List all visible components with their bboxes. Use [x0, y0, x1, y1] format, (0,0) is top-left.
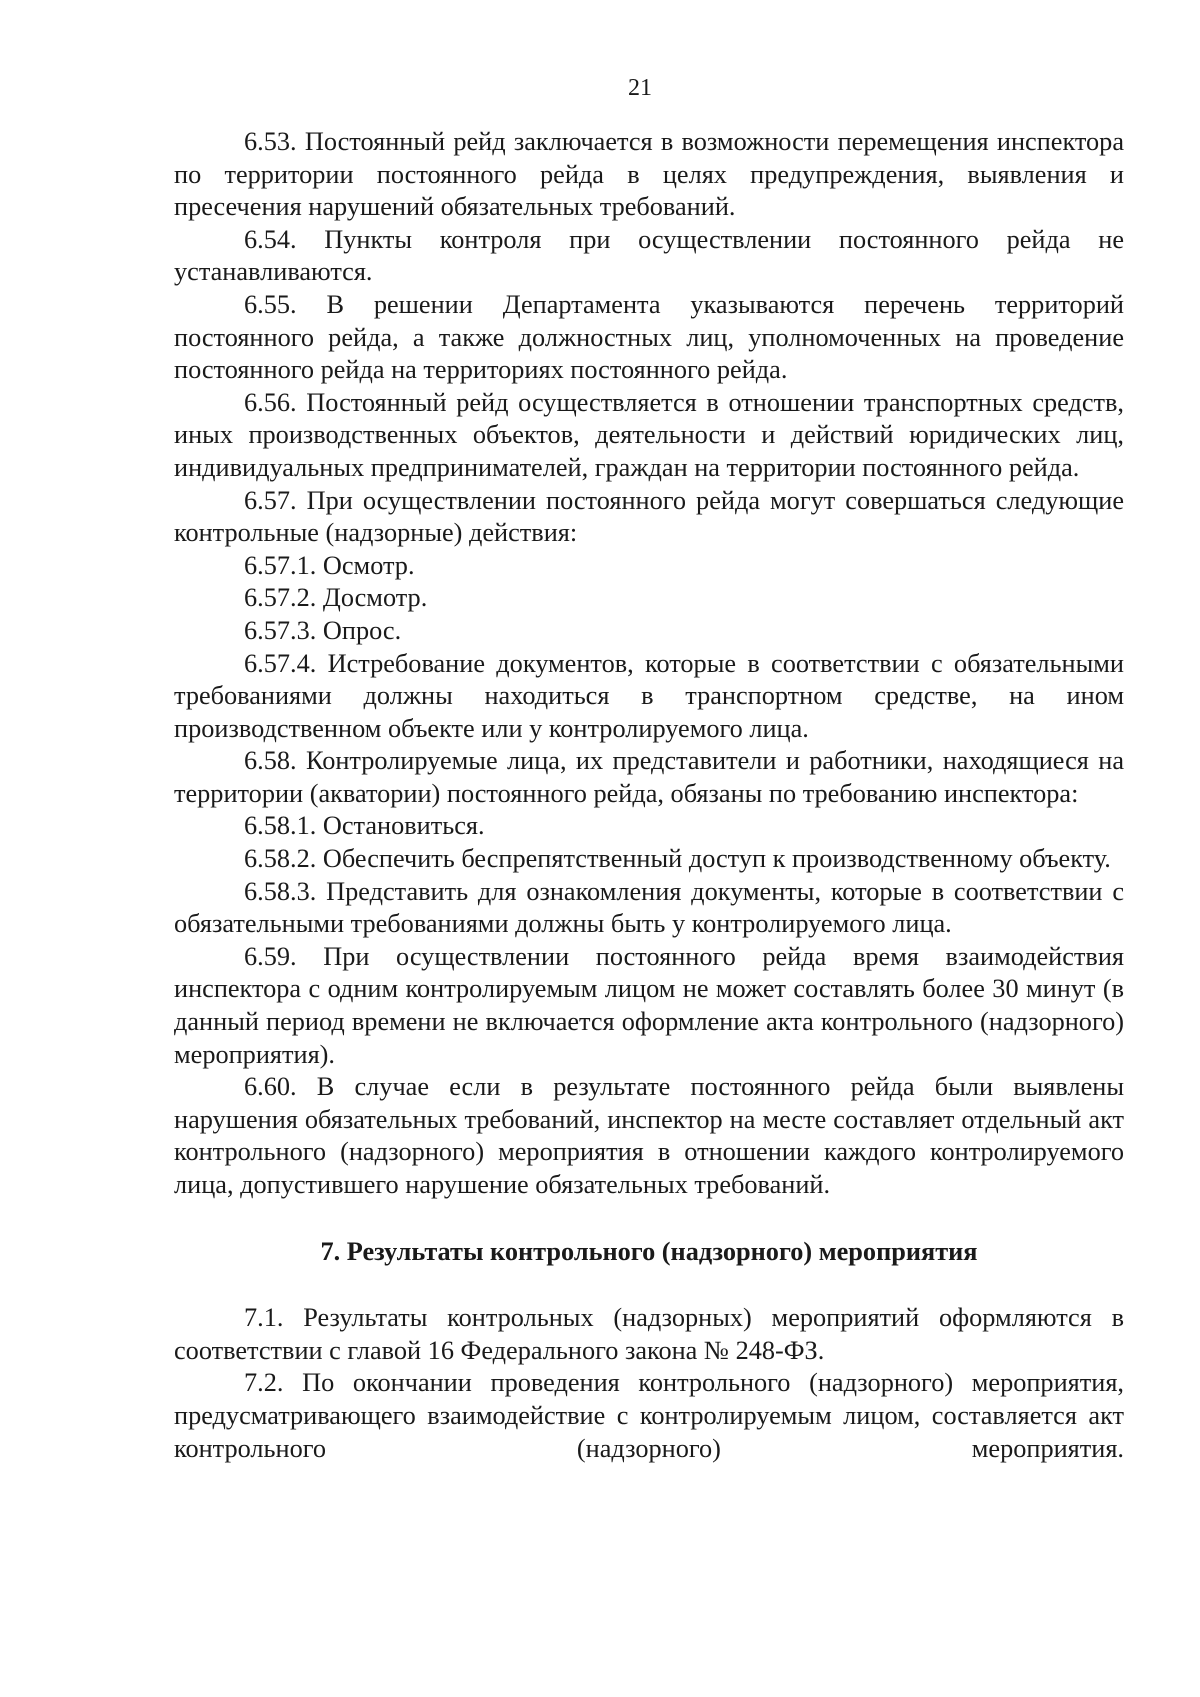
paragraph-6-57-1: 6.57.1. Осмотр.: [244, 550, 415, 580]
paragraph-6-54: 6.54. Пункты контроля при осуществлении постоянного рейда не устанавливаются.: [174, 224, 1124, 287]
paragraph-6-58-2: 6.58.2. Обеспечить беспрепятственный доступ к производственному объекту.: [244, 844, 1111, 874]
paragraph-6-58-3: 6.58.3. Представить для ознакомления документы, которые в соответствии с обязательными требованиями должны быть у контролируемого лица.: [174, 876, 1124, 939]
paragraph-6-57-4: 6.57.4. Истребование документов, которые в соответствии с обязательными требованиями должны находиться в транспортном средстве, на ином производственном объекте или у контролируемого лица.: [174, 648, 1124, 743]
paragraph-7-2: 7.2. По окончании проведения контрольного (надзорного) мероприятия, предусматривающего взаимодействие с контролируемым лицом, составляется акт контрольного (надзорного) мероприятия.: [174, 1368, 1124, 1463]
paragraph-6-57-2: 6.57.2. Досмотр.: [244, 583, 428, 613]
document-body: [174, 126, 1124, 1465]
paragraph-6-58-1: 6.58.1. Остановиться.: [244, 811, 485, 841]
paragraph-6-55: 6.55. В решении Департамента указываются перечень территорий постоянного рейда, а также должностных лиц, уполномоченных на проведение постоянного рейда на территориях постоянного рейда.: [174, 289, 1124, 385]
page-number: 21: [628, 75, 652, 101]
paragraph-6-57-3: 6.57.3. Опрос.: [244, 615, 402, 645]
paragraph-6-60: 6.60. В случае если в результате постоянного рейда были выявлены нарушения обязательных требований, инспектор на месте составляет отдельный акт контрольного (надзорного) мероприятия в отношении каждого контролируемого лица, допустившего нарушение обязательных требований.: [174, 1072, 1124, 1199]
paragraph-6-59: 6.59. При осуществлении постоянного рейда время взаимодействия инспектора с одним контролируемым лицом не может составлять более 30 минут (в данный период времени не включается оформление акта контрольного (надзорного) мероприятия).: [174, 941, 1124, 1069]
paragraph-7-1: 7.1. Результаты контрольных (надзорных) мероприятий оформляются в соответствии с главой 16 Федерального закона № 248-ФЗ.: [174, 1303, 1124, 1365]
paragraph-6-57: 6.57. При осуществлении постоянного рейда могут совершаться следующие контрольные (надзорные) действия:: [174, 485, 1124, 548]
paragraph-6-56: 6.56. Постоянный рейд осуществляется в отношении транспортных средств, иных производственных объектов, деятельности и действий юридических лиц, индивидуальных предпринимателей, граждан на территории постоянного рейда.: [174, 387, 1124, 482]
paragraph-6-58: 6.58. Контролируемые лица, их представители и работники, находящиеся на территории (акватории) постоянного рейда, обязаны по требованию инспектора:: [174, 746, 1124, 808]
paragraph-6-53: 6.53. Постоянный рейд заключается в возможности перемещения инспектора по территории постоянного рейда в целях предупреждения, выявления и пресечения нарушений обязательных требований.: [174, 127, 1124, 222]
section-heading: 7. Результаты контрольного (надзорного) мероприятия: [320, 1236, 978, 1266]
